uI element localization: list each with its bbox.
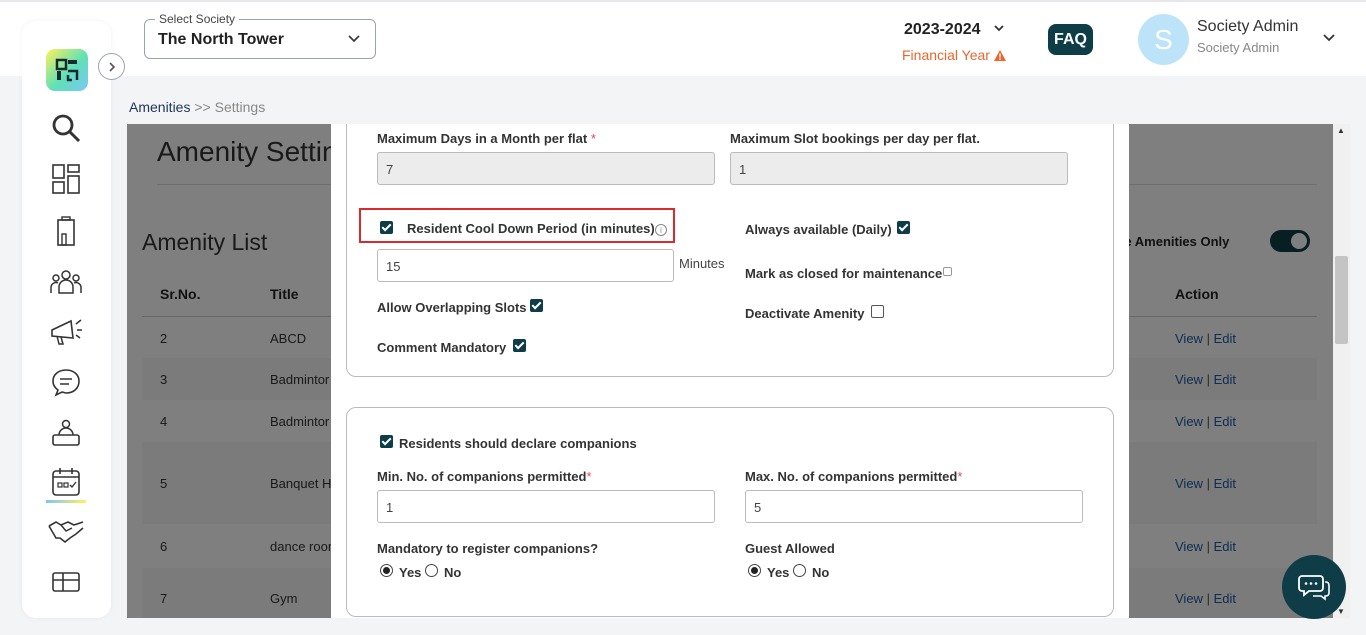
max-days-input[interactable]: 7 [377, 152, 715, 185]
min-companions-text: Min. No. of companions permitted [377, 469, 587, 484]
always-available-label: Always available (Daily) [745, 222, 892, 237]
mandatory-no-label: No [444, 565, 462, 580]
declare-companions-checkbox[interactable] [380, 435, 393, 448]
financial-year-label [902, 47, 1006, 63]
scroll-up-icon[interactable]: ▲ [1337, 126, 1345, 135]
user-name: Society Admin [1197, 18, 1299, 35]
closed-maintenance-checkbox[interactable] [943, 267, 952, 276]
society-select[interactable] [144, 12, 376, 59]
chevron-right-icon [107, 61, 117, 73]
avatar[interactable]: S [1138, 14, 1189, 65]
mandatory-no-radio[interactable] [425, 564, 438, 577]
calendar-icon[interactable] [48, 464, 84, 500]
scrollbar-thumb[interactable] [1335, 256, 1348, 344]
allow-overlap-checkbox[interactable] [530, 299, 543, 312]
faq-button[interactable]: FAQ [1048, 24, 1093, 55]
required-mark: * [586, 469, 592, 484]
breadcrumb-separator: >> [194, 99, 211, 115]
guest-no-radio[interactable] [793, 564, 806, 577]
mandatory-yes-radio[interactable] [380, 564, 393, 577]
cooldown-checkbox[interactable] [380, 221, 393, 234]
handshake-icon[interactable] [48, 514, 84, 550]
max-slot-label: Maximum Slot bookings per day per flat. [730, 131, 980, 146]
comment-mandatory-label: Comment Mandatory [377, 340, 507, 355]
society-select-label: Select Society [155, 12, 239, 26]
required-mark: * [957, 469, 963, 484]
max-slot-input[interactable]: 1 [730, 152, 1068, 185]
max-companions-input[interactable]: 5 [745, 490, 1083, 523]
mandatory-yes-label: Yes [399, 565, 422, 580]
guest-no-label: No [812, 565, 830, 580]
dashboard-icon[interactable] [48, 161, 84, 197]
user-role: Society Admin [1197, 40, 1280, 55]
sidebar-toggle-button[interactable] [98, 53, 125, 80]
cooldown-input[interactable]: 15 [377, 249, 674, 282]
minutes-suffix: Minutes [679, 256, 725, 271]
search-icon[interactable] [48, 110, 84, 146]
info-icon[interactable]: i [655, 224, 667, 236]
chat-icon[interactable] [48, 364, 84, 400]
deactivate-label: Deactivate Amenity [745, 306, 865, 321]
helpdesk-icon[interactable] [48, 415, 84, 451]
always-available-checkbox[interactable] [897, 221, 910, 234]
chevron-down-icon[interactable] [1322, 31, 1336, 45]
deactivate-checkbox[interactable] [871, 305, 884, 318]
chat-bubbles-icon [1298, 573, 1330, 601]
app-logo[interactable] [46, 49, 88, 91]
guest-yes-label: Yes [767, 565, 790, 580]
comment-mandatory-checkbox[interactable] [513, 339, 526, 352]
min-companions-input[interactable]: 1 [377, 490, 715, 523]
chevron-down-icon [347, 31, 361, 45]
active-nav-indicator [46, 500, 86, 503]
min-companions-label [377, 469, 592, 484]
chevron-down-icon[interactable] [993, 22, 1005, 34]
mandatory-register-label: Mandatory to register companions? [377, 541, 599, 556]
allow-overlap-label: Allow Overlapping Slots [377, 300, 527, 315]
breadcrumb [129, 99, 265, 115]
required-mark: * [590, 131, 596, 146]
society-select-value: The North Tower [158, 31, 284, 48]
max-days-text: Maximum Days in a Month per flat [377, 131, 588, 146]
scroll-down-icon[interactable]: ▼ [1337, 607, 1345, 616]
announcement-icon[interactable] [48, 314, 84, 350]
max-companions-label [745, 469, 962, 484]
max-days-label [377, 131, 596, 146]
page-scrollbar[interactable] [1333, 124, 1350, 618]
breadcrumb-amenities[interactable]: Amenities [129, 99, 191, 115]
box-icon[interactable] [48, 564, 84, 600]
financial-year-text: Financial Year [902, 47, 990, 63]
financial-year-select[interactable]: 2023-2024 [904, 21, 981, 38]
members-icon[interactable] [48, 264, 84, 300]
sidebar [22, 21, 111, 618]
declare-companions-label: Residents should declare companions [399, 436, 637, 451]
warning-icon [994, 50, 1006, 61]
cooldown-label: Resident Cool Down Period (in minutes) [407, 221, 655, 236]
guest-yes-radio[interactable] [748, 564, 761, 577]
amenity-settings-modal [331, 124, 1129, 618]
max-companions-text: Max. No. of companions permitted [745, 469, 958, 484]
building-icon[interactable] [48, 213, 84, 249]
chat-support-button[interactable] [1282, 555, 1346, 619]
breadcrumb-settings: Settings [214, 99, 266, 115]
logo-icon [55, 58, 79, 82]
guest-allowed-label: Guest Allowed [745, 541, 835, 556]
closed-maintenance-label: Mark as closed for maintenance [745, 266, 943, 281]
